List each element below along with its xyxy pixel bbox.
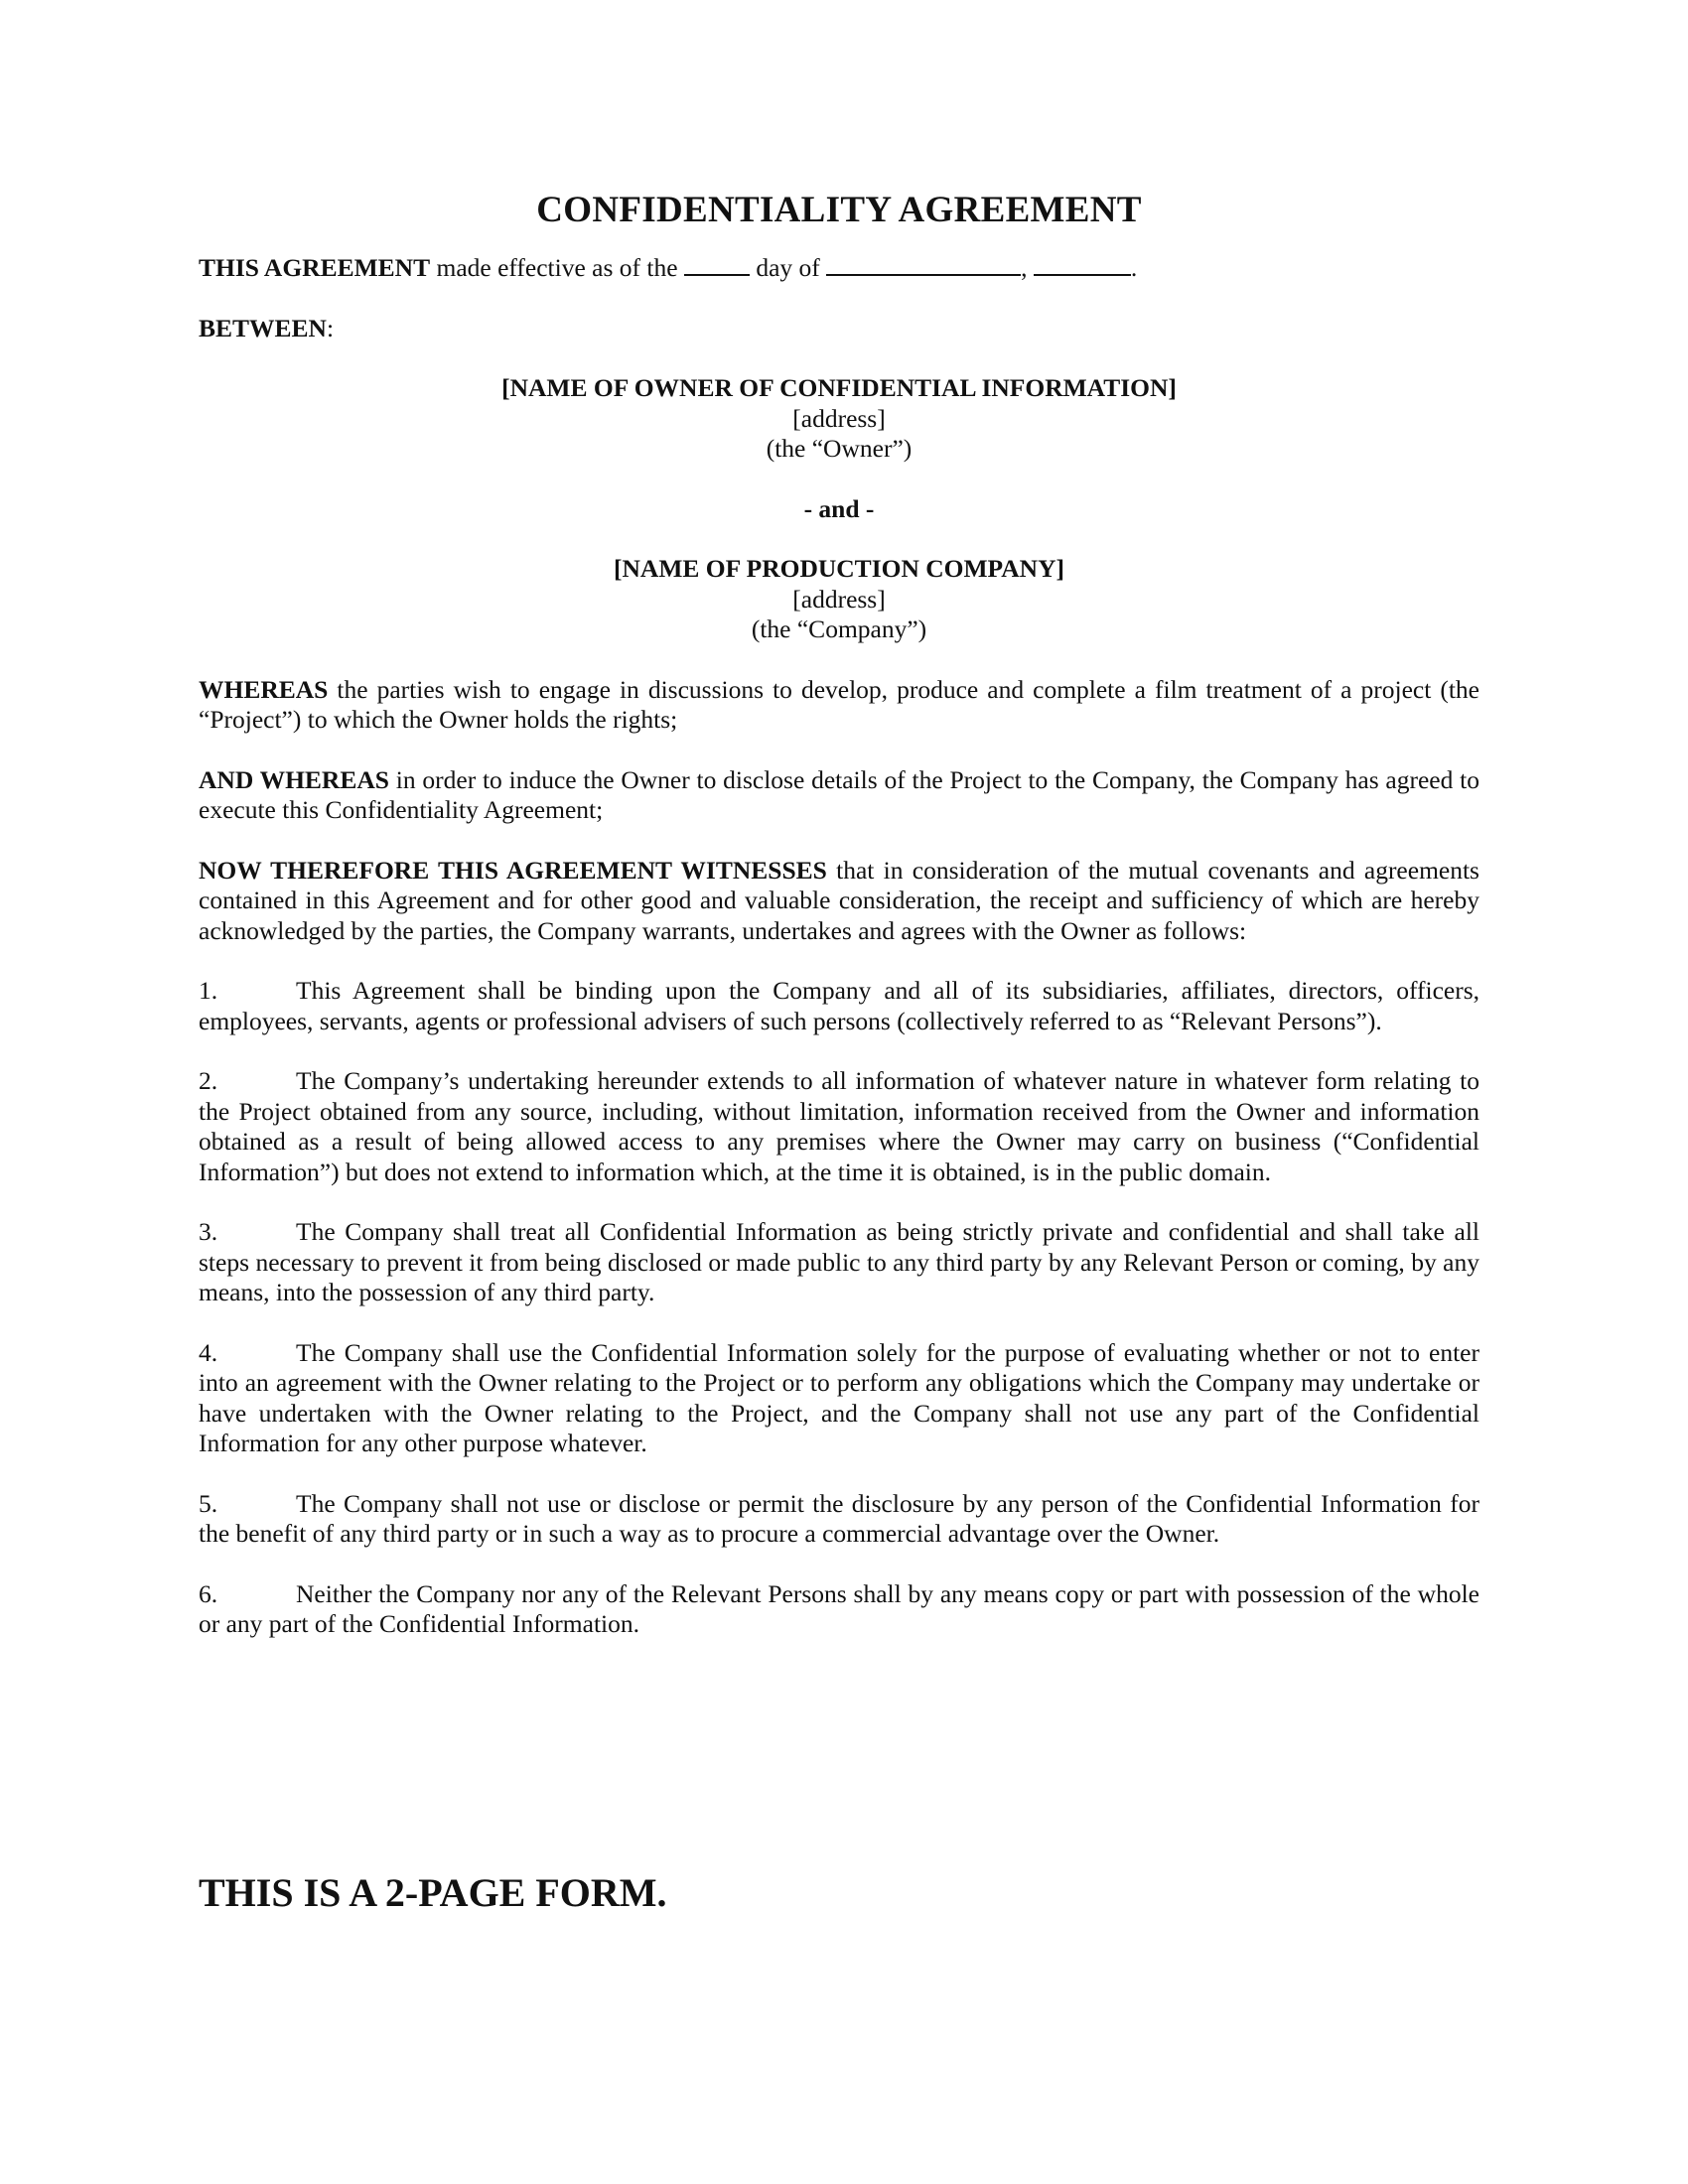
company-alias: (the “Company”) [751,614,927,643]
intro-lead: THIS AGREEMENT [199,253,431,282]
document-title: CONFIDENTIALITY AGREEMENT [536,190,1142,230]
recital-lead: NOW THEREFORE THIS AGREEMENT WITNESSES [199,855,827,885]
clause-number: 1. [199,976,218,1005]
owner-party-block [199,373,1479,465]
clause-3 [199,1217,1479,1308]
between-label [199,314,1479,344]
intro-text-c: , [1021,253,1034,282]
clause-2 [199,1066,1479,1187]
recital-and-whereas [199,765,1479,826]
page-count-notice: THIS IS A 2-PAGE FORM. [199,1870,667,1915]
clause-number: 3. [199,1217,218,1246]
clause-text: Neither the Company nor any of the Relevant Persons shall by any means copy or part with possession of the whole or any part of the Confidential Information. [199,1578,1479,1638]
recital-lead: AND WHEREAS [199,764,389,794]
clause-number: 4. [199,1337,218,1367]
clause-6 [199,1579,1479,1640]
owner-alias: (the “Owner”) [766,434,913,463]
clause-text: The Company shall treat all Confidential Information as being strictly private and confidential and shall take all steps necessary to prevent it from being disclosed or made public to any third party by any Relevant Person or coming, by any means, into the possession of any third party. [199,1217,1479,1306]
clause-1 [199,976,1479,1036]
clause-number: 6. [199,1578,218,1608]
clause-number: 2. [199,1066,218,1095]
clause-4 [199,1338,1479,1459]
clause-text: This Agreement shall be binding upon the Company and all of its subsidiaries, affiliates, directors, officers, employees, servants, agents or professional advisers of such persons (collectively referred to as “Relevant Persons”). [199,976,1479,1035]
document-page [199,189,1479,1670]
recital-text: that in consideration of the mutual covenants and agreements contained in this Agreement and for other good and valuable consideration, the receipt and sufficiency of which are hereby acknowledged by the parties, the Company warrants, undertakes and agrees with the Owner as follows: [199,855,1479,945]
between-word: BETWEEN [199,313,327,342]
clause-text: The Company shall use the Confidential Information solely for the purpose of evaluating whether or not to enter into an agreement with the Owner relating to the Project or to perform any obligations which the Company may undertake or have undertaken with the Owner relating to the Project, and the Company shall not use any part of the Confidential Information for any other purpose whatever. [199,1337,1479,1457]
intro-text-d: . [1130,253,1138,282]
intro-line [199,252,1479,284]
day-blank [684,252,750,276]
month-blank [826,252,1021,276]
year-blank [1034,252,1131,276]
owner-name: [NAME OF OWNER OF CONFIDENTIAL INFORMATION] [501,373,1177,402]
clause-text: The Company’s undertaking hereunder extends to all information of whatever nature in whatever form relating to the Project obtained from any source, including, without limitation, information received from the Owner and information obtained as a result of being allowed access to any premises where the Owner may carry on business (“Confidential Information”) but does not extend to information which, at the time it is obtained, is in the public domain. [199,1066,1479,1186]
recital-whereas [199,675,1479,736]
and-separator: - and - [803,493,875,523]
clause-number: 5. [199,1488,218,1518]
recital-text: in order to induce the Owner to disclose details of the Project to the Company, the Company has agreed to execute this Confidentiality Agreement; [199,764,1479,824]
recital-lead: WHEREAS [199,674,329,704]
intro-text-b: day of [749,253,827,282]
recital-text: the parties wish to engage in discussions to develop, produce and complete a film treatment of a project (the “Project”) to which the Owner holds the rights; [199,674,1479,734]
company-address: [address] [792,584,886,614]
clause-text: The Company shall not use or disclose or permit the disclosure by any person of the Confidential Information for the benefit of any third party or in such a way as to procure a commercial advantage over the Owner. [199,1488,1479,1548]
company-name: [NAME OF PRODUCTION COMPANY] [614,554,1064,583]
intro-text-a: made effective as of the [430,253,684,282]
company-party-block [199,554,1479,645]
clause-5 [199,1489,1479,1550]
between-colon: : [326,313,335,342]
recital-now-therefore [199,856,1479,947]
owner-address: [address] [792,403,886,433]
